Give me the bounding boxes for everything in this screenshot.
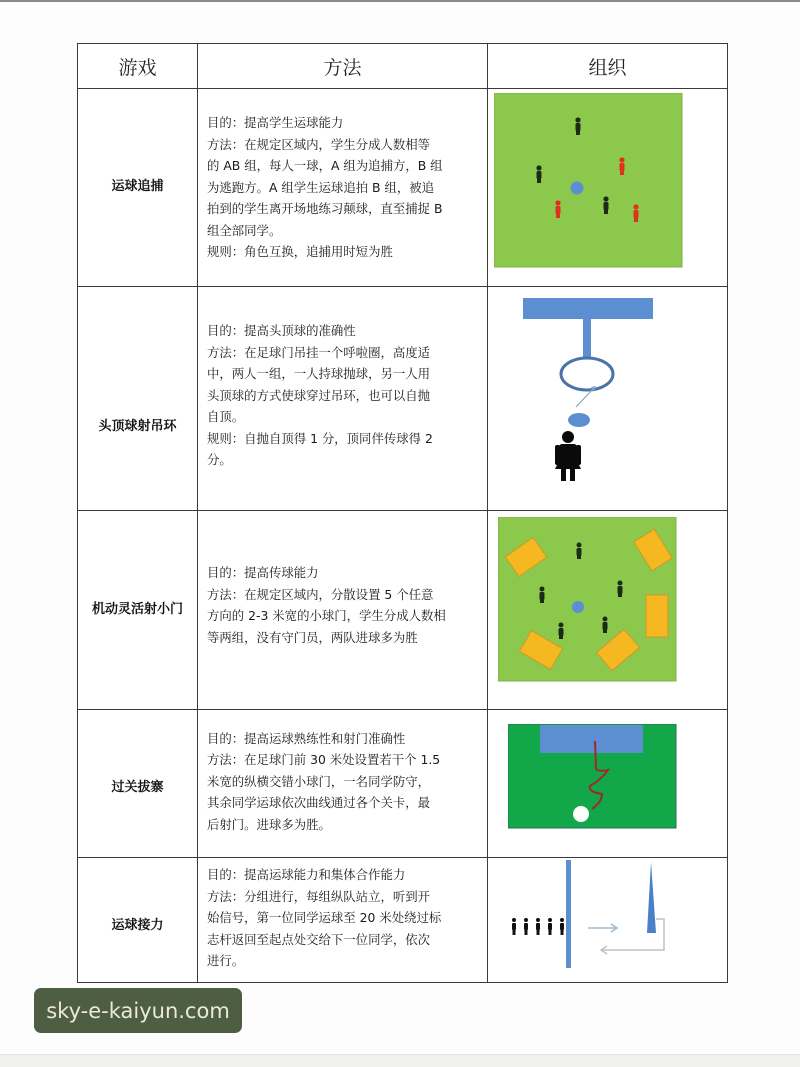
small-goals-field-diagram <box>498 517 678 683</box>
goal-area-icon <box>540 725 643 753</box>
method-line: 后射门。进球多为胜。 <box>207 816 331 832</box>
header-game <box>78 44 198 88</box>
method-line: 进行。 <box>207 953 245 969</box>
hanging-rope-icon <box>583 319 591 359</box>
header-organization <box>488 44 727 88</box>
start-line-icon <box>566 860 571 968</box>
game-name: 运球接力 <box>111 917 164 933</box>
header-method <box>198 44 488 88</box>
watermark-text: sky-e-kaiyun.com <box>46 998 230 1023</box>
game-cell <box>78 287 198 510</box>
ball-icon <box>571 182 584 195</box>
game-cell <box>78 858 198 982</box>
bottom-border <box>0 1054 800 1067</box>
organization-cell <box>488 89 727 286</box>
ball-icon <box>572 601 584 613</box>
game-name: 机动灵活射小门 <box>91 601 183 617</box>
method-line: 头顶球的方式使球穿过吊环，也可以自抛 <box>207 387 431 403</box>
method-text <box>198 320 441 471</box>
method-text <box>198 562 454 648</box>
header-method-label: 方法 <box>323 56 362 79</box>
method-cell <box>198 710 488 857</box>
games-table <box>77 43 728 983</box>
game-name: 过关拔寨 <box>111 780 164 795</box>
organization-cell <box>488 858 727 982</box>
organization-cell <box>488 287 727 510</box>
method-line: 始信号，第一位同学运球至 20 米处绕过标 <box>207 910 442 926</box>
method-line: 方法：分组进行，每组纵队站立，听到开 <box>207 888 431 904</box>
method-line: 拍到的学生离开场地练习颠球，直至捕捉 B <box>207 201 443 217</box>
player-icon <box>555 431 581 481</box>
method-line: 规则：角色互换，追捕用时短为胜 <box>207 244 393 260</box>
game-name: 头顶球射吊环 <box>98 419 177 434</box>
method-cell <box>198 511 488 709</box>
method-line: 目的：提高头顶球的准确性 <box>207 323 356 339</box>
game-cell <box>78 710 198 857</box>
table-row-dribble-chase <box>78 89 727 287</box>
table-row-header-hoop <box>78 287 727 511</box>
table-header-row <box>78 44 727 89</box>
hoop-icon <box>561 358 613 390</box>
method-line: 方法：在规定区域内，分散设置 5 个任意 <box>207 586 434 602</box>
method-line: 志杆返回至起点处交给下一位同学，依次 <box>207 931 431 947</box>
method-text <box>198 112 451 263</box>
organization-cell <box>488 511 727 709</box>
trajectory-arrow <box>576 389 593 407</box>
method-line: 方向的 2-3 米宽的小球门，学生分成人数相 <box>207 608 446 623</box>
watermark-badge <box>34 988 242 1033</box>
method-cell <box>198 89 488 286</box>
method-line: 自顶。 <box>207 409 245 425</box>
table-row-small-goals <box>78 511 727 710</box>
crossbar-icon <box>523 298 653 319</box>
pass-gates-pitch-diagram <box>508 724 678 830</box>
ball-icon <box>568 413 590 427</box>
method-text <box>198 728 448 836</box>
method-cell <box>198 287 488 510</box>
marker-pole-icon <box>647 862 656 933</box>
method-line: 方法：在足球门吊挂一个呼啦圈，高度适 <box>207 344 431 360</box>
method-line: 目的：提高运球能力和集体合作能力 <box>207 867 406 883</box>
method-line: 目的：提高学生运球能力 <box>207 115 344 131</box>
chase-field-diagram <box>494 93 684 268</box>
player-column-icon <box>512 918 564 935</box>
table-row-pass-gates <box>78 710 727 858</box>
method-line: 米宽的纵横交错小球门，一名同学防守， <box>207 773 431 789</box>
method-line: 目的：提高传球能力 <box>207 565 319 580</box>
header-organization-label: 组织 <box>588 56 627 79</box>
table-row-dribble-relay <box>78 858 727 982</box>
top-border <box>0 0 800 2</box>
method-line: 中，两人一组，一人持球抛球，另一人用 <box>207 366 431 382</box>
game-name: 运球追捕 <box>111 179 164 194</box>
method-line: 方法：在足球门前 30 米处设置若干个 1.5 <box>207 752 441 768</box>
relay-diagram <box>488 858 726 982</box>
method-line: 的 AB 组，每人一球，A 组为追捕方，B 组 <box>207 158 443 174</box>
header-game-label: 游戏 <box>118 56 157 79</box>
method-line: 等两组，没有守门员，两队进球多为胜 <box>207 629 418 645</box>
method-line: 其余同学运球依次曲线通过各个关卡，最 <box>207 795 431 811</box>
method-line: 方法：在规定区域内，学生分成人数相等 <box>207 136 431 152</box>
organization-cell <box>488 710 727 857</box>
method-line: 规则：自抛自顶得 1 分，顶同伴传球得 2 <box>207 430 433 446</box>
ball-icon <box>573 806 589 822</box>
game-cell <box>78 511 198 709</box>
method-line: 为逃跑方。A 组学生运球追拍 B 组，被追 <box>207 179 435 195</box>
hoop-heading-diagram <box>488 287 726 509</box>
method-line: 组全部同学。 <box>207 222 282 238</box>
method-line: 目的：提高运球熟练性和射门准确性 <box>207 730 406 746</box>
method-cell <box>198 858 488 982</box>
method-text <box>198 864 449 972</box>
method-line: 分。 <box>207 452 232 468</box>
game-cell <box>78 89 198 286</box>
